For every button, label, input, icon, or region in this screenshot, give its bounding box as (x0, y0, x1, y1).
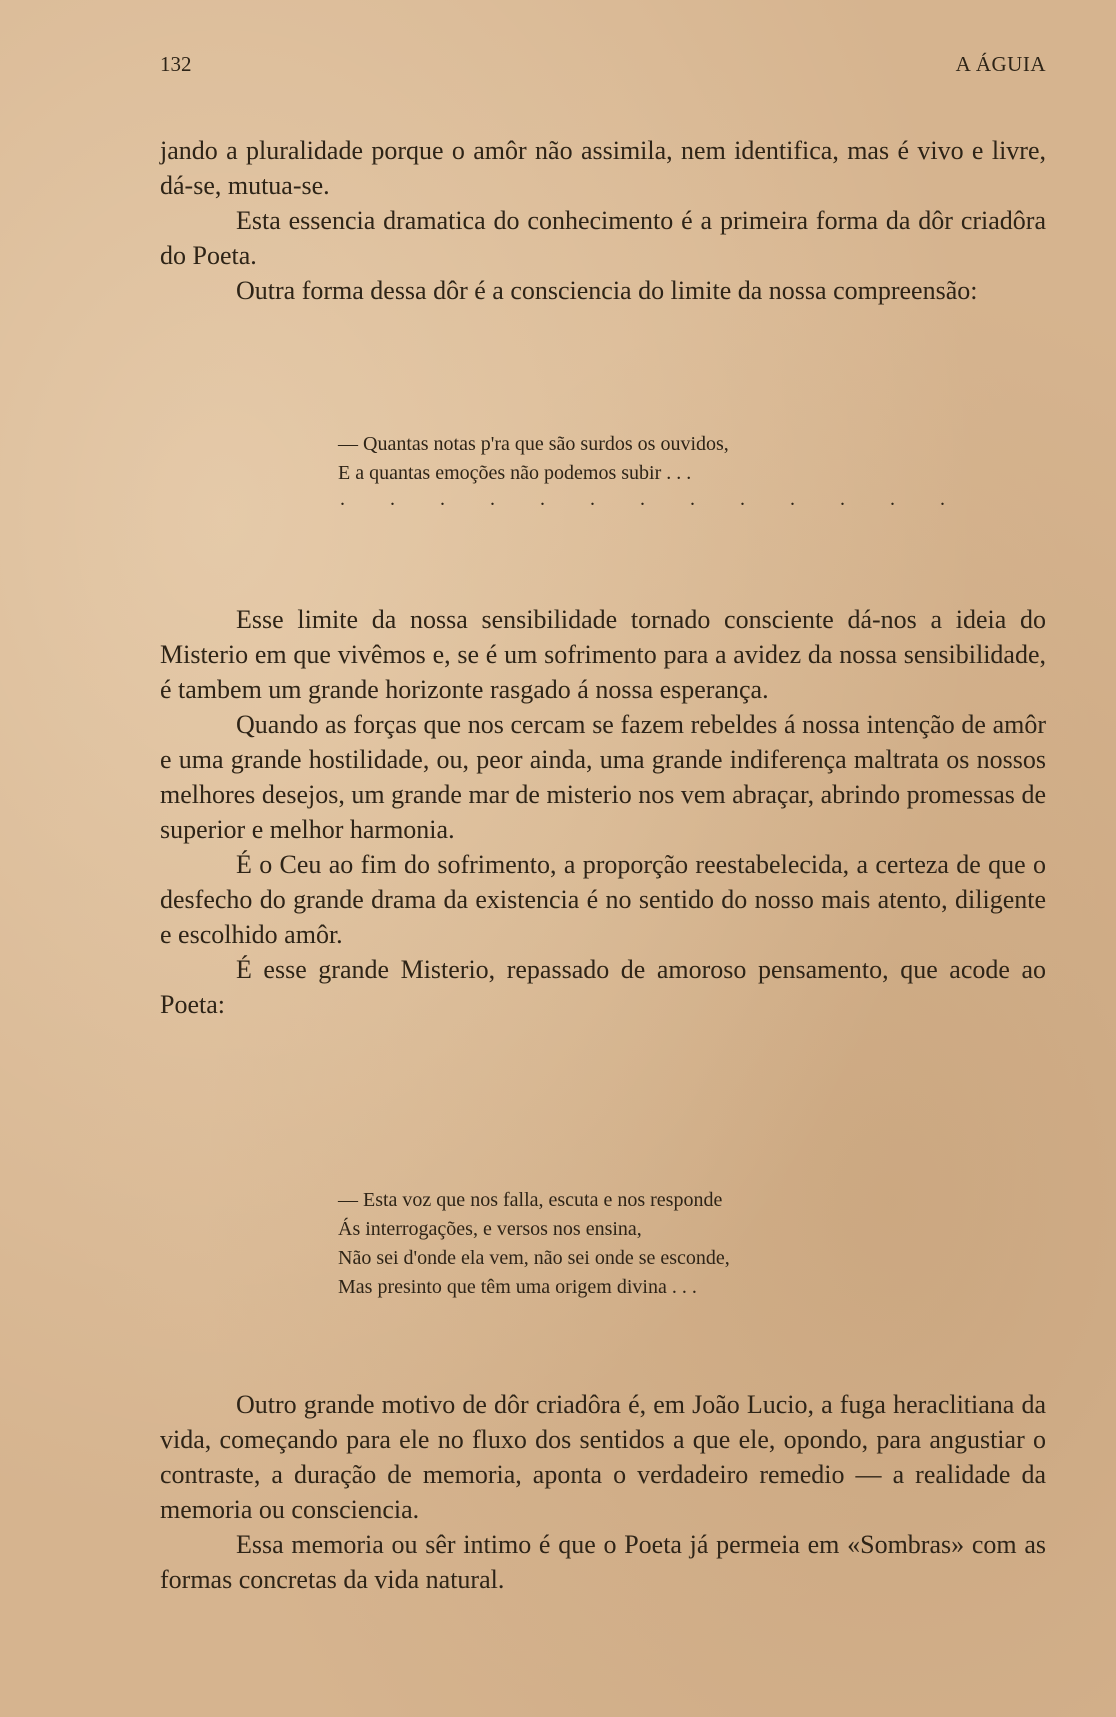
paragraph: Quando as forças que nos cercam se fazem rebeldes á nossa intenção de amôr e uma grande hostilidade, ou, peor ainda, uma grande indiferença maltrata os nossos melhores desejos, um grande mar de misterio nos vem abraçar, abrindo promessas de superior e melhor harmonia. (160, 710, 1046, 844)
ellipsis-row: . . . . . . . . . . . . . (340, 488, 965, 510)
verse-line: Ás interrogações, e versos nos ensina, (338, 1218, 642, 1240)
text-block-3 (160, 1387, 1046, 1597)
verse-line: — Esta voz que nos falla, escuta e nos responde (338, 1189, 723, 1211)
paragraph: Outro grande motivo de dôr criadôra é, em João Lucio, a fuga heraclitiana da vida, começando para ele no fluxo dos sentidos a que ele, opondo, para angustiar o contraste, a duração de memoria, aponta o verdadeiro remedio — a realidade da memoria ou consciencia. (160, 1390, 1046, 1524)
paragraph-continued: jando a pluralidade porque o amôr não assimila, nem identifica, mas é vivo e livre, dá-se, mutua-se. (160, 136, 1046, 200)
text-block-1 (160, 133, 1046, 308)
paragraph: Esta essencia dramatica do conhecimento é a primeira forma da dôr criadôra do Poeta. (160, 206, 1046, 270)
paragraph: Essa memoria ou sêr intimo é que o Poeta já permeia em «Sombras» com as formas concretas da vida natural. (160, 1530, 1046, 1594)
verse-line: — Quantas notas p'ra que são surdos os ouvidos, (338, 433, 729, 455)
verse-line: Mas presinto que têm uma origem divina . . . (338, 1276, 697, 1298)
verse-quote-1 (338, 430, 729, 488)
paragraph: Outra forma dessa dôr é a consciencia do limite da nossa compreensão: (236, 276, 978, 305)
paragraph: É esse grande Misterio, repassado de amoroso pensamento, que acode ao Poeta: (160, 955, 1046, 1019)
paragraph: É o Ceu ao fim do sofrimento, a proporção reestabelecida, a certeza de que o desfecho do grande drama da existencia é no sentido do nosso mais atento, diligente e escolhido amôr. (160, 850, 1046, 949)
paragraph: Esse limite da nossa sensibilidade tornado consciente dá-nos a ideia do Misterio em que vivêmos e, se é um sofrimento para a avidez da nossa sensibilidade, é tambem um grande horizonte rasgado á nossa esperança. (160, 605, 1046, 704)
page-number: 132 (160, 52, 192, 76)
verse-quote-2 (338, 1186, 730, 1302)
text-block-2 (160, 602, 1046, 1022)
verse-line: E a quantas emoções não podemos subir . . . (338, 462, 692, 484)
running-header (160, 52, 1046, 82)
journal-title: A ÁGUIA (955, 52, 1046, 76)
verse-line: Não sei d'onde ela vem, não sei onde se esconde, (338, 1247, 730, 1269)
